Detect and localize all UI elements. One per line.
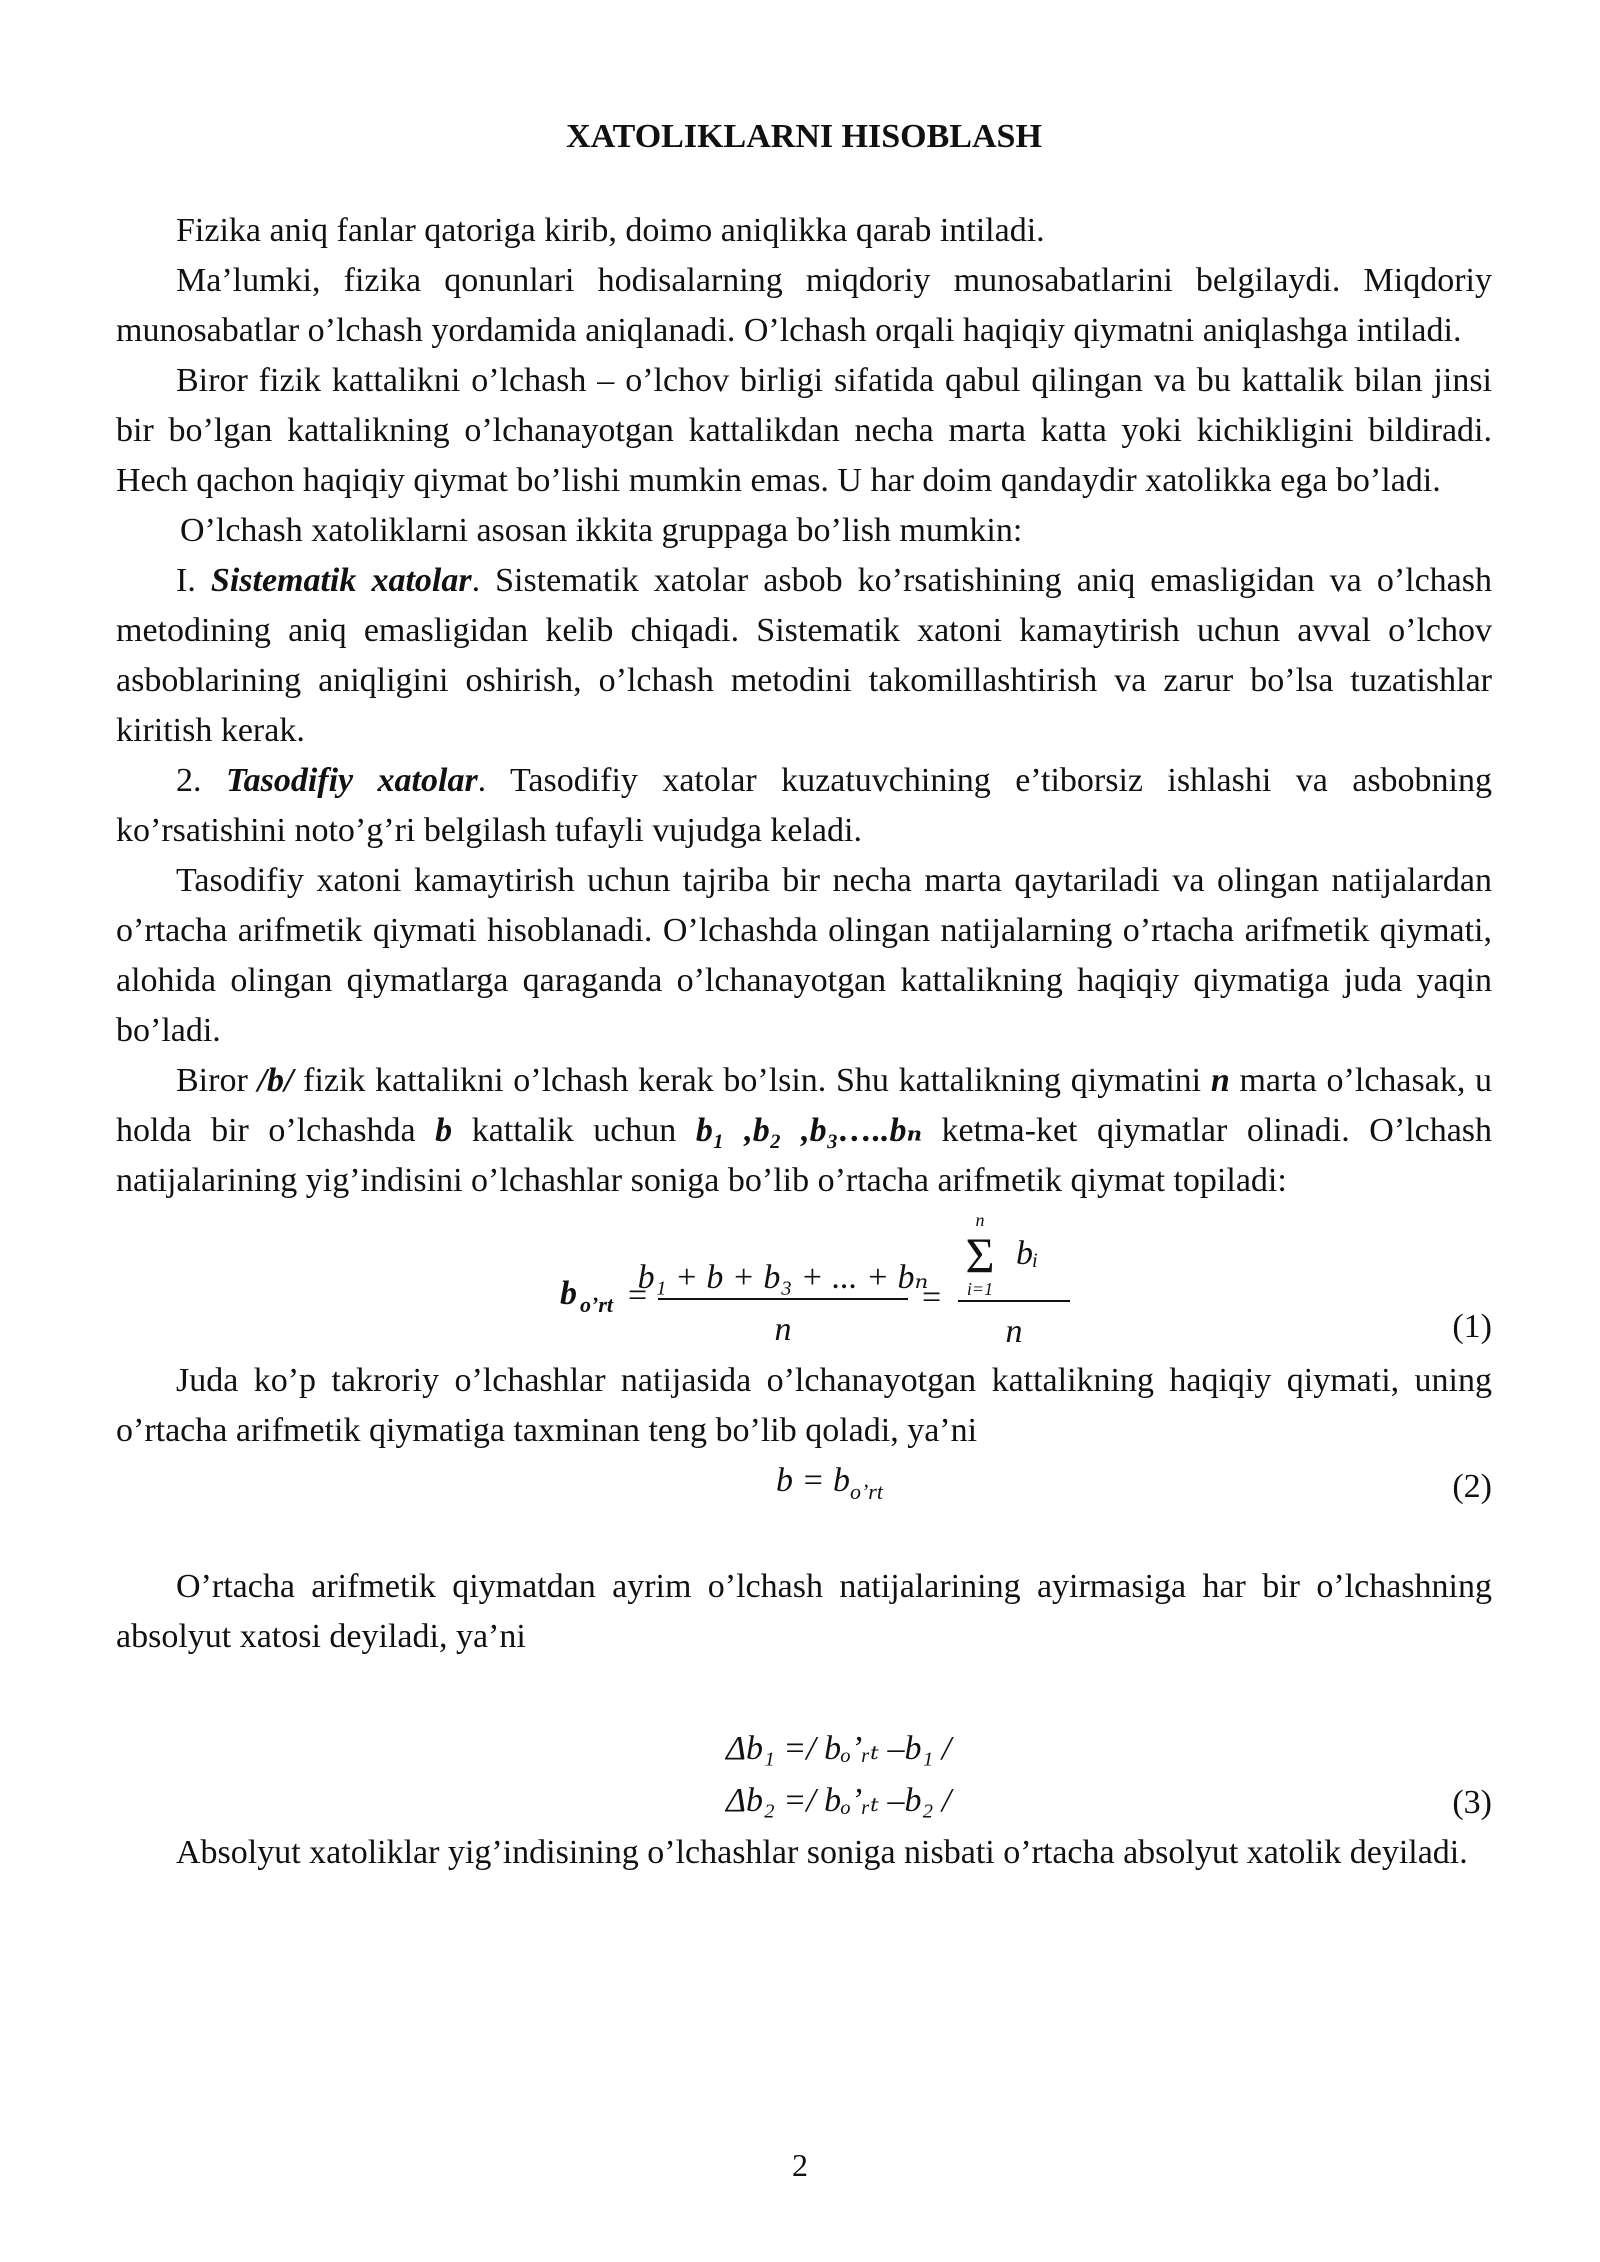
paragraph-1: Fizika aniq fanlar qatoriga kirib, doimo aniqlikka qarab intiladi. [176,212,1045,249]
paragraph-2: Ma’lumki, fizika qonunlari hodisalarning miqdoriy munosabatlarini belgilaydi. Miqdoriy munosabatlar o’lchash yordamida aniqlanadi. O’lchash orqali haqiqiy qiymatni aniqlashga intiladi. [116,262,1492,349]
systematic-errors-text: . Sistematik xatolar asbob ko’rsatishining aniq emasligidan va o’lchash metodining aniq emasligidan kelib chiqadi. Sistematik xatoni kamaytirish uchun avval o’lchov asboblarining aniqligini oshirish, o’lchash metodini takomillashtirish va zarur bo’lsa tuzatishlar kiritish kerak. [116,562,1493,749]
p8-text-f: ketma-ket qiymatlar olinadi. O’lchash natijalarining yig’indisini o’lchashlar soniga bo’lib o’rtacha arifmetik qiymat topiladi: [116,1112,1493,1199]
item-number-2: 2. [176,762,202,799]
paragraph-3: Biror fizik kattalikni o’lchash – o’lchov birligi sifatida qabul qilingan va bu kattalik bilan jinsi bir bo’lgan kattalikning o’lchanayotgan kattalikdan necha marta katta yoki kichikligini bildiradi. Hech qachon haqiqiy qiymat bo’lishi mumkin emas. U har doim qandaydir xatolikka ega bo’ladi. [116,362,1492,499]
paragraph-systematic-errors [116,556,1492,756]
equation-3 [116,1724,1492,1828]
paragraph-10: O’rtacha arifmetik qiymatdan ayrim o’lchash natijalarining ayirmasiga har bir o’lchashning absolyut xatosi deyiladi, ya’ni [116,1568,1492,1655]
equation-1-number: (1) [1452,1308,1492,1345]
equation-3-number: (3) [1452,1784,1492,1821]
page-content [116,112,1492,1878]
eq1-denominator: n [774,1311,792,1348]
paragraph-9: Juda ko’p takroriy o’lchashlar natijasida o’lchanayotgan kattalikning haqiqiy qiymati, uning o’rtacha arifmetik qiymatiga taxminan teng bo’lib qoladi, ya’ni [116,1362,1492,1449]
equation-2 [116,1456,1492,1512]
sigma-icon: Σ [965,1227,995,1283]
equation-1-formula [560,1212,1280,1352]
term-systematic-errors: Sistematik xatolar [210,562,472,599]
symbol-b-slashed: /b/ [257,1062,294,1099]
p8-text-d: marta o’lchasak, u holda bir o’lchashda [116,1062,1493,1149]
symbol-b: b [435,1112,453,1149]
paragraph-8 [116,1056,1492,1206]
eq1-equals-2: = [922,1279,942,1316]
symbol-n: n [1210,1062,1230,1099]
eq1-sum-denominator: n [1005,1313,1023,1350]
p8-text-c: fizik kattalikni o’lchash kerak bo’lsin. Shu kattalikning qiymatini [303,1062,1202,1099]
p8-text-a: Biror [176,1062,248,1099]
spacer [116,1512,1492,1562]
eq1-equals-1: = [628,1277,648,1314]
equation-2-number: (2) [1452,1468,1492,1505]
item-number-1: I. [176,562,196,599]
page-number: 2 [792,2147,808,2183]
random-errors-text: . Tasodifiy xatolar kuzatuvchining e’tiborsiz ishlashi va asbobning ko’rsatishini noto’g’ri belgilash tufayli vujudga keladi. [116,762,1493,849]
page-title: XATOLIKLARNI HISOBLASH [566,118,1042,155]
eq2-lhs: b [776,1462,793,1499]
eq1-sum-lower: i=1 [966,1279,994,1299]
equation-2-formula: $b = b_{o’rt}$ [776,1462,883,1504]
equation-3-row-1: Δb₁ =/ bₒ’ᵣₜ –b₁ / [726,1730,952,1767]
paragraph-11: Absolyut xatoliklar yig’indisining o’lchashlar soniga nisbati o’rtacha absolyut xatolik deyiladi. [176,1834,1468,1871]
paragraph-random-errors [116,756,1492,856]
eq1-sum-upper: n [975,1212,985,1230]
eq2-rhs-sub: o’rt [849,1478,883,1504]
eq1-sum-term: bᵢ [1016,1235,1039,1272]
equation-3-row-2: Δb₂ =/ bₒ’ᵣₜ –b₂ / [726,1782,952,1819]
equation-1 [116,1212,1492,1352]
eq1-lhs-sub: o’rt [580,1292,613,1317]
eq1-numerator: b₁ + b + b₃ + ... + bₙ [637,1259,929,1296]
paragraph-7: Tasodifiy xatoni kamaytirish uchun tajriba bir necha marta qaytariladi va olingan natijalardan o’rtacha arifmetik qiymati hisoblanadi. O’lchashda olingan natijalarning o’rtacha arifmetik qiymati, alohida olingan qiymatlarga qaraganda o’lchanayotgan kattalikning haqiqiy qiymatiga juda yaqin bo’ladi. [116,862,1492,1049]
eq2-rhs: b [832,1462,850,1499]
p8-text-e: kattalik uchun [471,1112,677,1149]
eq1-lhs: b [560,1275,577,1312]
term-random-errors: Tasodifiy xatolar [225,762,478,799]
sequence-b1-bn: b₁ ,b₂ ,b₃…..bₙ [695,1112,923,1149]
paragraph-4: O’lchash xatoliklarni asosan ikkita gruppaga bo’lish mumkin: [180,512,1023,549]
